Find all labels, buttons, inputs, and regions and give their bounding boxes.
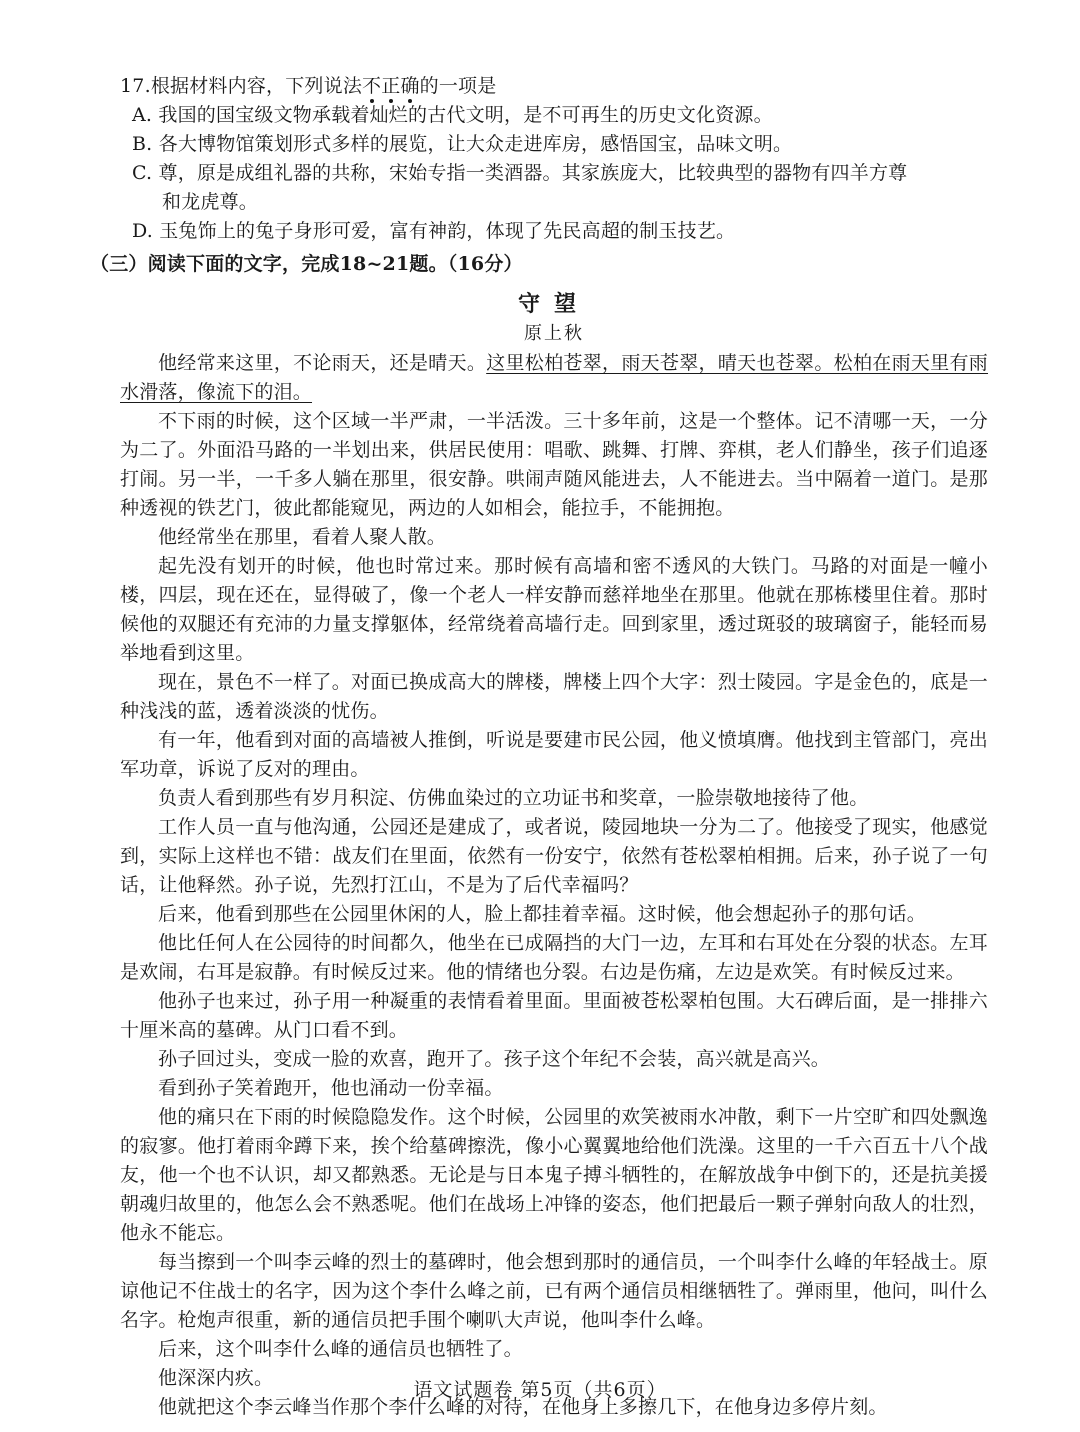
paragraph-10: 他比任何人在公园待的时间都久，他坐在已成隔挡的大门一边，左耳和右耳处在分裂的状态。左耳是欢闹，右耳是寂静。有时候反过来。他的情绪也分裂。右边是伤痛，左边是欢笑。有时候反过来。 [120, 932, 988, 983]
stem-part-b: 的一项是 [419, 75, 497, 97]
paragraph-15: 每当擦到一个叫李云峰的烈士的墓碑时，他会想到那时的通信员，一个叫李什么峰的年轻战士。原谅他记不住战士的名字，因为这个李什么峰之前，已有两个通信员相继牺牲了。弹雨里，他问，叫什么名字。枪炮声很重，新的通信员把手围个喇叭大声说，他叫李什么峰。 [120, 1251, 988, 1331]
underlined-sentence: 这里松柏苍翠，雨天苍翠，晴天也苍翠。松柏在雨天里有雨水滑落，像流下的泪。 [120, 352, 989, 403]
section-3-heading: （三）阅读下面的文字，完成18~21题。（16分） [90, 253, 523, 275]
option-c-line1: C. 尊，原是成组礼器的共称，宋始专指一类酒器。其家族庞大，比较典型的器物有四羊方尊 [132, 162, 908, 184]
emphasis-char-1: 不 [362, 75, 382, 97]
option-a: A. 我国的国宝级文物承载着灿烂的古代文明，是不可再生的历史文化资源。 [132, 104, 773, 126]
question-number: 17. [120, 75, 151, 97]
paragraph-4: 起先没有划开的时候，他也时常过来。那时候有高墙和密不透风的大铁门。马路的对面是一幢小楼，四层，现在还在，显得破了，像一个老人一样安静而慈祥地坐在那里。他就在那栋楼里住着。那时候他的双腿还有充沛的力量支撑躯体，经常绕着高墙行走。回到家里，透过斑驳的玻璃窗子，能轻而易举地看到这里。 [120, 555, 988, 664]
article-title: 守望 [517, 291, 590, 317]
emphasis-char-3: 确 [400, 75, 420, 97]
paragraph-11: 他孙子也来过，孙子用一种凝重的表情看着里面。里面被苍松翠柏包围。大石碑后面，是一排排六十厘米高的墓碑。从门口看不到。 [120, 990, 988, 1041]
paragraph-17: 他深深内疚。 [158, 1367, 274, 1389]
paragraph-12: 孙子回过头，变成一脸的欢喜，跑开了。孩子这个年纪不会装，高兴就是高兴。 [158, 1048, 831, 1070]
paragraph-18: 他就把这个李云峰当作那个李什么峰的对待，在他身上多擦几下，在他身边多停片刻。 [158, 1396, 888, 1418]
stem-part-a: 根据材料内容，下列说法 [150, 75, 363, 97]
paragraph-5: 现在，景色不一样了。对面已换成高大的牌楼，牌楼上四个大字：烈士陵园。字是金色的，底是一种浅浅的蓝，透着淡淡的忧伤。 [120, 671, 988, 722]
emphasis-char-2: 正 [381, 75, 401, 97]
page-footer: 语文试题卷 第5页（共6页） [413, 1379, 667, 1401]
paragraph-1 [120, 349, 988, 407]
paragraph-16: 后来，这个叫李什么峰的通信员也牺牲了。 [158, 1338, 523, 1360]
paragraph-7: 负责人看到那些有岁月积淀、仿佛血染过的立功证书和奖章，一脸崇敬地接待了他。 [158, 787, 869, 809]
paragraph-14: 他的痛只在下雨的时候隐隐发作。这个时候，公园里的欢笑被雨水冲散，剩下一片空旷和四处飘逸的寂寥。他打着雨伞蹲下来，挨个给墓碑擦洗，像小心翼翼地给他们洗澡。这里的一千六百五十八个战友，他一个也不认识，却又都熟悉。无论是与日本鬼子搏斗牺牲的，在解放战争中倒下的，还是抗美援朝魂归故里的，他怎么会不熟悉呢。他们在战场上冲锋的姿态，他们把最后一颗子弹射向敌人的壮烈，他永不能忘。 [120, 1106, 988, 1244]
paragraph-2: 不下雨的时候，这个区域一半严肃，一半活泼。三十多年前，这是一个整体。记不清哪一天，一分为二了。外面沿马路的一半划出来，供居民使用：唱歌、跳舞、打牌、弈棋，老人们静坐，孩子们追逐打闹。另一半，一千多人躺在那里，很安静。哄闹声随风能进去，人不能进去。当中隔着一道门。是那种透视的铁艺门，彼此都能窥见，两边的人如相会，能拉手，不能拥抱。 [120, 410, 988, 519]
article-body [120, 349, 988, 1422]
paragraph-8: 工作人员一直与他沟通，公园还是建成了，或者说，陵园地块一分为二了。他接受了现实，他感觉到，实际上这样也不错：战友们在里面，依然有一份安宁，依然有苍松翠柏相拥。后来，孙子说了一句话，让他释然。孙子说，先烈打江山，不是为了后代幸福吗？ [120, 816, 988, 896]
paragraph-3: 他经常坐在那里，看着人聚人散。 [158, 526, 447, 548]
option-d: D. 玉兔饰上的兔子身形可爱，富有神韵，体现了先民高超的制玉技艺。 [132, 220, 736, 242]
question-17-stem [120, 72, 988, 101]
paragraph-6: 有一年，他看到对面的高墙被人推倒，听说是要建市民公园，他义愤填膺。他找到主管部门，亮出军功章，诉说了反对的理由。 [120, 729, 988, 780]
stem-emphasis [362, 75, 420, 97]
paragraph-9: 后来，他看到那些在公园里休闲的人，脸上都挂着幸福。这时候，他会想起孙子的那句话。 [158, 903, 927, 925]
article-author: 原上秋 [524, 323, 584, 344]
option-c-line2: 和龙虎尊。 [162, 191, 259, 213]
option-b: B. 各大博物馆策划形式多样的展览，让大众走进库房，感悟国宝，品味文明。 [132, 133, 793, 155]
paragraph-1-text: 他经常来这里，不论雨天，还是晴天。 [158, 352, 487, 374]
paragraph-13: 看到孙子笑着跑开，他也涌动一份幸福。 [158, 1077, 504, 1099]
